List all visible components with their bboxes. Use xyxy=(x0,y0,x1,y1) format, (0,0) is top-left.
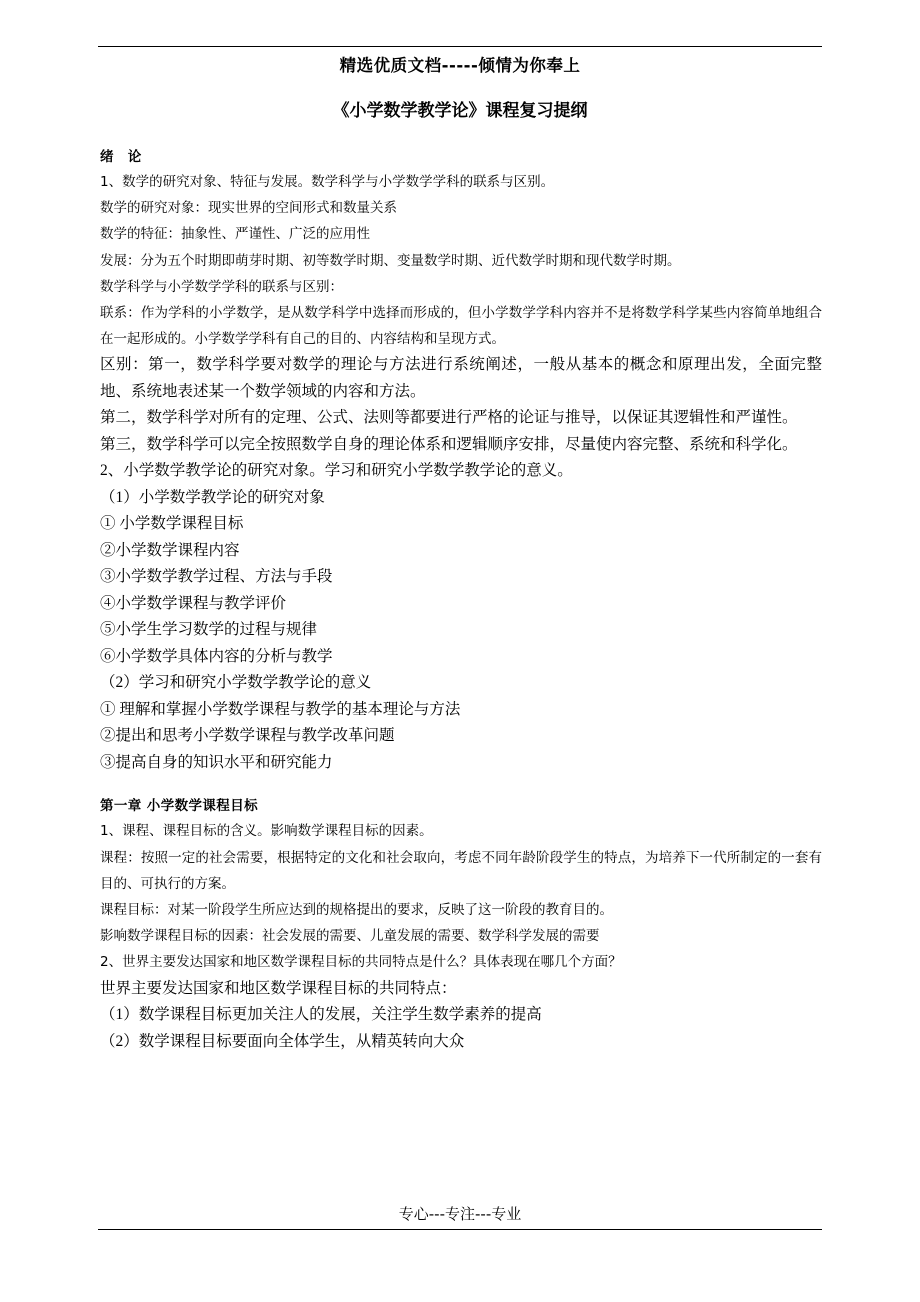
body-line: 2、世界主要发达国家和地区数学课程目标的共同特点是什么？具体表现在哪几个方面？ xyxy=(100,954,622,971)
body-line: ① 小学数学课程目标 xyxy=(100,515,244,533)
header-divider xyxy=(98,46,822,47)
body-line: 数学科学与小学数学学科的联系与区别： xyxy=(100,278,343,295)
section-heading-chapter-1: 第一章 小学数学课程目标 xyxy=(100,798,258,815)
header-banner-text: 精选优质文档-----倾情为你奉上 xyxy=(339,56,581,75)
body-line: （2）数学课程目标要面向全体学生，从精英转向大众 xyxy=(100,1032,465,1050)
body-line: ②小学数学课程内容 xyxy=(100,541,240,559)
page-title: 《小学数学教学论》课程复习提纲 xyxy=(332,101,588,121)
body-line: 2、小学数学教学论的研究对象。学习和研究小学数学教学论的意义。 xyxy=(100,462,573,480)
body-line: 第三，数学科学可以完全按照数学自身的理论体系和逻辑顺序安排，尽量使内容完整、系统和科学化。 xyxy=(100,435,798,453)
body-line: ⑤小学生学习数学的过程与规律 xyxy=(100,621,318,639)
document-body xyxy=(100,145,822,1055)
body-line: 课程：按照一定的社会需要，根据特定的文化和社会取向，考虑不同年龄阶段学生的特点，为培养下一代所制定的一套有目的、可执行的方案。 xyxy=(100,849,822,892)
body-line: （1）小学数学教学论的研究对象 xyxy=(100,488,325,506)
body-line: ②提出和思考小学数学课程与教学改革问题 xyxy=(100,727,395,745)
body-line: 发展：分为五个时期即萌芽时期、初等数学时期、变量数学时期、近代数学时期和现代数学时期。 xyxy=(100,252,681,269)
body-line: 影响数学课程目标的因素：社会发展的需要、儿童发展的需要、数学科学发展的需要 xyxy=(100,928,600,945)
body-line: 1、课程、课程目标的含义。影响数学课程目标的因素。 xyxy=(100,823,433,840)
body-line: 世界主要发达国家和地区数学课程目标的共同特点： xyxy=(100,979,457,997)
body-line: （2）学习和研究小学数学教学论的意义 xyxy=(100,674,372,692)
body-line: ④小学数学课程与教学评价 xyxy=(100,594,287,612)
body-line: ① 理解和掌握小学数学课程与教学的基本理论与方法 xyxy=(100,700,461,718)
body-line: 数学的特征：抽象性、严谨性、广泛的应用性 xyxy=(100,226,370,243)
body-line: ③小学数学教学过程、方法与手段 xyxy=(100,568,333,586)
body-line: 第二，数学科学对所有的定理、公式、法则等都要进行严格的论证与推导，以保证其逻辑性和严谨性。 xyxy=(100,409,798,427)
body-line: ⑥小学数学具体内容的分析与教学 xyxy=(100,647,333,665)
body-line: 课程目标：对某一阶段学生所应达到的规格提出的要求，反映了这一阶段的教育目的。 xyxy=(100,902,613,919)
footer-divider xyxy=(98,1229,822,1230)
footer-text: 专心---专注---专业 xyxy=(398,1205,522,1223)
body-line: 联系：作为学科的小学数学，是从数学科学中选择而形成的，但小学数学学科内容并不是将数学科学某些内容简单地组合在一起形成的。小学数学学科有自己的目的、内容结构和呈现方式。 xyxy=(100,305,822,348)
header-banner xyxy=(100,52,820,76)
body-line: ③提高自身的知识水平和研究能力 xyxy=(100,753,333,771)
section-heading-preface: 绪 论 xyxy=(100,149,142,165)
body-line: 数学的研究对象：现实世界的空间形式和数量关系 xyxy=(100,200,397,217)
body-line: 1、数学的研究对象、特征与发展。数学科学与小学数学学科的联系与区别。 xyxy=(100,174,555,190)
body-line: （1）数学课程目标更加关注人的发展，关注学生数学素养的提高 xyxy=(100,1006,542,1024)
body-line: 区别：第一，数学科学要对数学的理论与方法进行系统阐述，一般从基本的概念和原理出发，全面完整地、系统地表述某一个数学领域的内容和方法。 xyxy=(100,356,822,400)
